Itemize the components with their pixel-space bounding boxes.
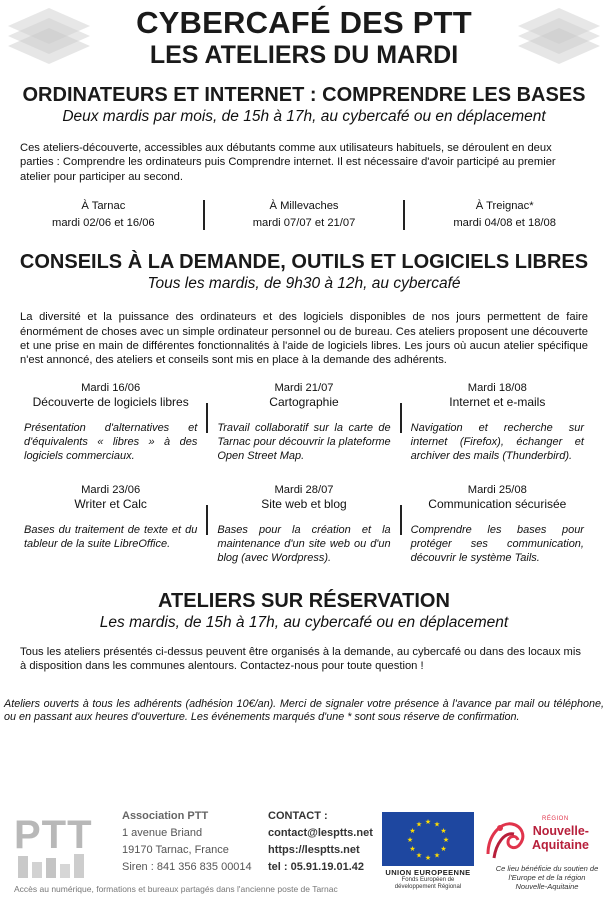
location-dates: mardi 02/06 et 16/06 xyxy=(52,217,155,230)
section-basics-subtitle: Deux mardis par mois, de 15h à 17h, au cybercafé ou en déplacement xyxy=(62,108,546,125)
decorative-diamonds-right xyxy=(514,6,604,68)
eu-logo xyxy=(382,812,474,896)
workshop-date: Mardi 16/06 xyxy=(81,381,141,394)
section-reservation-title: ATELIERS SUR RÉSERVATION xyxy=(158,589,450,612)
svg-text:★: ★ xyxy=(409,845,416,853)
svg-text:★: ★ xyxy=(433,820,441,829)
location-item xyxy=(4,198,203,232)
workshop-card xyxy=(24,483,197,565)
workshop-date: Mardi 18/08 xyxy=(467,381,527,394)
workshop-date: Mardi 21/07 xyxy=(274,381,334,394)
region-label: RÉGION xyxy=(542,816,569,822)
page-subtitle: LES ATELIERS DU MARDI xyxy=(149,41,459,69)
workshop-row xyxy=(0,381,608,463)
address-line: 1 avenue Briand xyxy=(122,827,203,839)
svg-text:★: ★ xyxy=(442,836,450,844)
svg-text:★: ★ xyxy=(406,836,414,844)
divider xyxy=(206,505,208,535)
workshop-description: Navigation et recherche sur internet (Firefox), échanger et archiver des mails (Thunderbird). xyxy=(410,421,584,462)
section-reservation-paragraph: Tous les ateliers présentés ci-dessus peuvent être organisés à la demande, au cybercafé ou dans des locaux mis à disposition dans les communes alentours. Contactez-nous pour toute question ! xyxy=(20,645,581,673)
region-caption: Ce lieu bénéficie du soutien de l'Europe et de la région Nouvelle-Aquitaine xyxy=(495,864,599,891)
workshop-description: Bases du traitement de texte et du tableur de la suite LibreOffice. xyxy=(24,523,198,550)
eu-sub: développement Régional xyxy=(394,884,462,890)
section-reservation xyxy=(0,589,608,674)
eu-sub: Fonds Européen de xyxy=(401,877,455,883)
location-place: À Tarnac xyxy=(81,200,126,213)
contact-website-link[interactable]: https://lesptts.net xyxy=(268,844,360,856)
region-name-line: Aquitaine xyxy=(532,838,589,852)
contact-label: CONTACT : xyxy=(268,810,328,822)
section-free-software-subtitle: Tous les mardis, de 9h30 à 12h, au cybercafé xyxy=(147,275,461,293)
section-basics-title: ORDINATEURS ET INTERNET : COMPRENDRE LES BASES xyxy=(22,84,586,106)
svg-text:★: ★ xyxy=(440,845,447,853)
region-name-line: Nouvelle- xyxy=(532,824,589,838)
location-place: À Millevaches xyxy=(269,200,339,213)
workshop-description: Présentation d'alternatives et d'équivalents « libres » à des logiciels commerciaux. xyxy=(24,421,198,462)
workshop-title: Writer et Calc xyxy=(74,496,147,511)
contact-info xyxy=(268,808,373,876)
workshop-title: Internet et e-mails xyxy=(449,394,546,409)
eu-flag-icon xyxy=(382,812,474,866)
association-name: Association PTT xyxy=(122,810,209,822)
workshop-card xyxy=(217,381,390,463)
ptt-logo xyxy=(14,812,110,882)
workshop-title: Communication sécurisée xyxy=(428,496,567,511)
svg-text:★: ★ xyxy=(424,818,432,826)
workshop-title: Découverte de logiciels libres xyxy=(32,394,189,409)
section-free-software-paragraph: La diversité et la puissance des ordinateurs et des logiciels disponibles de nos jours permettent de faire énormément de choses avec un simple ordinateur personnel ou de bureau. Ces ateliers proposent une découverte et une prise en main de différentes fonctionnalités à l'aide de logiciels libres. Les jours où aucun atelier spécifique n'est annoncé, des ateliers et conseils sont mis en place à la demande des adhérents. xyxy=(20,311,588,367)
eu-label: UNION EUROPEENNE xyxy=(385,868,471,877)
page-title: CYBERCAFÉ DES PTT xyxy=(136,5,472,40)
divider xyxy=(400,403,402,433)
svg-text:★: ★ xyxy=(415,820,423,829)
locations-row xyxy=(0,198,608,232)
ptt-logo-text: PTT xyxy=(14,813,93,857)
region-emblem-icon xyxy=(482,814,534,862)
eu-stars-icon xyxy=(382,812,474,866)
workshop-description: Comprendre les bases pour protéger ses communication, découvrir le système Tails. xyxy=(410,523,584,564)
workshop-date: Mardi 25/08 xyxy=(467,483,527,496)
workshop-date: Mardi 23/06 xyxy=(81,483,141,496)
section-basics xyxy=(0,83,608,232)
decorative-diamonds-left xyxy=(4,6,94,68)
workshop-description: Travail collaboratif sur la carte de Tarnac pour découvrir la plateforme Open Street Map. xyxy=(217,421,391,462)
contact-phone: tel : 05.91.19.01.42 xyxy=(268,861,365,873)
siren-number: Siren : 841 356 835 00014 xyxy=(122,861,252,873)
location-item xyxy=(205,198,404,232)
location-place: À Treignac* xyxy=(475,200,534,213)
footer xyxy=(0,808,608,900)
section-reservation-subtitle: Les mardis, de 15h à 17h, au cybercafé ou en déplacement xyxy=(99,613,509,631)
workshop-description: Bases pour la création et la maintenance d'un site web ou d'un blog (avec Wordpress). xyxy=(217,523,391,564)
workshop-card xyxy=(411,483,584,565)
contact-email-link[interactable]: contact@lesptts.net xyxy=(268,827,373,839)
workshop-title: Cartographie xyxy=(269,394,339,409)
footer-tagline: Accès au numérique, formations et bureaux partagés dans l'ancienne poste de Tarnac xyxy=(14,884,338,894)
svg-text:★: ★ xyxy=(415,851,423,860)
divider xyxy=(206,403,208,433)
svg-text:★: ★ xyxy=(424,854,432,862)
workshop-card xyxy=(217,483,390,565)
section-free-software xyxy=(0,250,608,565)
workshop-card xyxy=(411,381,584,463)
location-item xyxy=(405,198,604,232)
location-dates: mardi 07/07 et 21/07 xyxy=(252,217,356,230)
workshop-row xyxy=(0,483,608,565)
svg-text:★: ★ xyxy=(409,827,416,835)
divider xyxy=(400,505,402,535)
association-info xyxy=(122,808,252,876)
footnote: Ateliers ouverts à tous les adhérents (adhésion 10€/an). Merci de signaler votre présence à l'avance par mail ou téléphone, ou en passant aux heures d'ouverture. Les événements marqués d'une * sont sous réserve de confirmation. xyxy=(4,697,604,724)
workshop-card xyxy=(24,381,197,463)
region-logo xyxy=(480,812,604,896)
svg-text:★: ★ xyxy=(433,851,441,860)
workshop-title: Site web et blog xyxy=(261,496,347,511)
section-basics-paragraph: Ces ateliers-découverte, accessibles aux débutants comme aux utilisateurs habituels, se déroulent en deux parties : Comprendre les ordinateurs puis Comprendre internet. Il est nécessaire d'avoir participé au premier atelier pour participer au second. xyxy=(20,142,556,183)
workshop-date: Mardi 28/07 xyxy=(274,483,334,496)
svg-text:★: ★ xyxy=(440,827,447,835)
address-line: 19170 Tarnac, France xyxy=(122,844,229,856)
region-name xyxy=(532,824,589,852)
location-dates: mardi 04/08 et 18/08 xyxy=(453,217,556,230)
section-free-software-title: CONSEILS À LA DEMANDE, OUTILS ET LOGICIELS LIBRES xyxy=(19,251,589,274)
